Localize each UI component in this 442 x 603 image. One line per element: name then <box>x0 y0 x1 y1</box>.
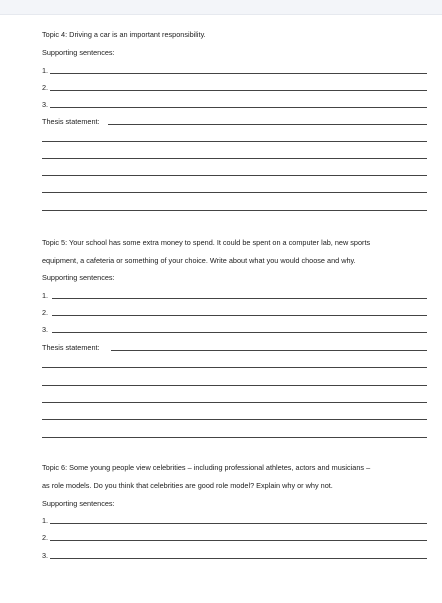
topic6-number-1: 1. <box>42 516 49 525</box>
topic5-writing-line[interactable] <box>42 437 427 438</box>
topic4-writing-line[interactable] <box>42 141 427 142</box>
topic4-writing-line[interactable] <box>42 158 427 159</box>
topic4-writing-line[interactable] <box>42 210 427 211</box>
topic5-writing-line[interactable] <box>42 402 427 403</box>
topic4-number-3: 3. <box>42 100 49 109</box>
topic6-prompt-line-2: as role models. Do you think that celebrities are good role model? Explain why or why not. <box>42 481 333 490</box>
topic5-number-1: 1. <box>42 291 49 300</box>
topic4-writing-line[interactable] <box>42 192 427 193</box>
topic4-supporting-line-3[interactable] <box>50 107 427 108</box>
topic5-prompt-line-2: equipment, a cafeteria or something of your choice. Write about what you would choose and why. <box>42 256 356 265</box>
topic4-thesis-line[interactable] <box>108 124 427 125</box>
topic6-supporting-label: Supporting sentences: <box>42 499 115 508</box>
topic4-prompt: Topic 4: Driving a car is an important responsibility. <box>42 30 206 39</box>
topic4-supporting-label: Supporting sentences: <box>42 48 115 57</box>
topic6-supporting-line-3[interactable] <box>50 558 427 559</box>
topic5-writing-line[interactable] <box>42 385 427 386</box>
topic5-prompt-line-1: Topic 5: Your school has some extra money to spend. It could be spent on a computer lab, new sports <box>42 238 371 247</box>
topic5-number-2: 2. <box>42 308 49 317</box>
topic4-writing-line[interactable] <box>42 175 427 176</box>
topic5-supporting-line-3[interactable] <box>52 332 427 333</box>
topic6-number-3: 3. <box>42 551 49 560</box>
topic4-number-2: 2. <box>42 83 49 92</box>
topic5-writing-line[interactable] <box>42 367 427 368</box>
topic4-supporting-line-2[interactable] <box>50 90 427 91</box>
topic5-supporting-label: Supporting sentences: <box>42 273 115 282</box>
topic4-number-1: 1. <box>42 66 49 75</box>
topic5-writing-line[interactable] <box>42 419 427 420</box>
topic6-prompt-line-1: Topic 6: Some young people view celebrities – including professional athletes, actors and musicians – <box>42 463 371 472</box>
topic4-thesis-label: Thesis statement: <box>42 117 100 126</box>
topic5-supporting-line-1[interactable] <box>52 298 427 299</box>
topic4-supporting-line-1[interactable] <box>50 73 427 74</box>
topic6-supporting-line-2[interactable] <box>50 540 427 541</box>
topic5-thesis-label: Thesis statement: <box>42 343 100 352</box>
topic5-supporting-line-2[interactable] <box>52 315 427 316</box>
topic6-supporting-line-1[interactable] <box>50 523 427 524</box>
topic6-number-2: 2. <box>42 533 49 542</box>
topic5-number-3: 3. <box>42 325 49 334</box>
topic5-thesis-line[interactable] <box>111 350 427 351</box>
